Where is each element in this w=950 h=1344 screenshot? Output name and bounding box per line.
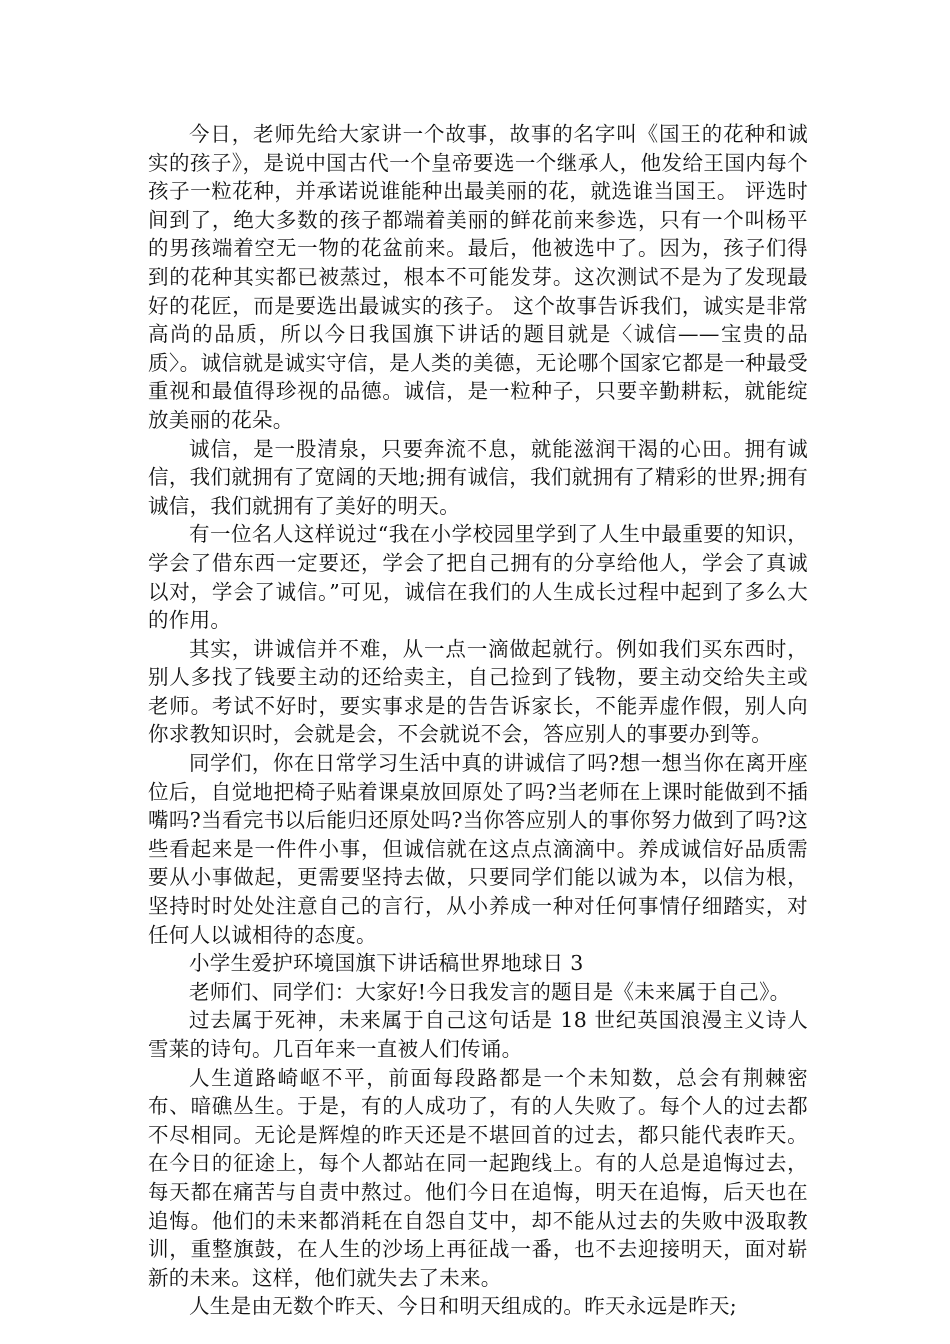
paragraph-life-road: 人生道路崎岖不平，前面每段路都是一个未知数，总会有荆棘密布、暗礁丛生。于是，有的人成功了，有的人失败了。每个人的过去都不尽相同。无论是辉煌的昨天还是不堪回首的过去，都只能代表昨天。在今日的征途上，每个人都站在同一起跑线上。有的人总是追悔过去，每天都在痛苦与自责中熬过。他们今日在追悔，明天在追悔，后天也在追悔。他们的未来都消耗在自怨自艾中，却不能从过去的失败中汲取教训，重整旗鼓，在人生的沙场上再征战一番，也不去迎接明天，面对崭新的未来。这样，他们就失去了未来。 [148,1065,808,1290]
paragraph-spring: 诚信，是一股清泉，只要奔流不息，就能滋润干渴的心田。拥有诚信，我们就拥有了宽阔的天地;拥有诚信，我们就拥有了精彩的世界;拥有诚信，我们就拥有了美好的明天。 [148,436,808,518]
paragraph-greeting: 老师们、同学们：大家好!今日我发言的题目是《未来属于自己》。 [189,979,791,1004]
section-heading: 小学生爱护环境国旗下讲话稿世界地球日 3 [189,951,584,976]
paragraph-questions: 同学们，你在日常学习生活中真的讲诚信了吗?想一想当你在离开座位后，自觉地把椅子贴着课桌放回原处了吗?当老师在上课时能做到不插嘴吗?当看完书以后能归还原处吗?当你答应别人的事你努力做到了吗?这些看起来是一件件小事，但诚信就在这点点滴滴中。养成诚信好品质需要从小事做起，更需要坚持去做，只要同学们能以诚为本，以信为根，坚持时时处处注意自己的言行，从小养成一种对任何事情仔细踏实，对任何人以诚相待的态度。 [148,751,808,947]
paragraph-quote: 有一位名人这样说过“我在小学校园里学到了人生中最重要的知识，学会了借东西一定要还，学会了把自己拥有的分享给他人，学会了真诚以对，学会了诚信。”可见，诚信在我们的人生成长过程中起到了多么大的作用。 [148,522,808,633]
paragraph-examples: 其实，讲诚信并不难，从一点一滴做起就行。例如我们买东西时，别人多找了钱要主动的还给卖主，自己捡到了钱物，要主动交给失主或老师。考试不好时，要实事求是的告告诉家长，不能弄虚作假，别人向你求教知识时，会就是会，不会就说不会，答应别人的事要办到等。 [148,636,808,747]
paragraph-life-days: 人生是由无数个昨天、今日和明天组成的。昨天永远是昨天; [189,1294,738,1319]
paragraph-story: 今日，老师先给大家讲一个故事，故事的名字叫《国王的花种和诚实的孩子》，是说中国古代一个皇帝要选一个继承人，他发给王国内每个孩子一粒花种，并承诺说谁能种出最美丽的花，就选谁当国王。 评选时间到了，绝大多数的孩子都端着美丽的鲜花前来参选，只有一个叫杨平的男孩端着空无一物的花盆前来。最后，他被选中了。因为，孩子们得到的花种其实都已被蒸过，根本不可能发芽。这次测试不是为了发现最好的花匠，而是要选出最诚实的孩子。 这个故事告诉我们，诚实是非常高尚的品质，所以今日我国旗下讲话的题目就是〈诚信——宝贵的品质〉。诚信就是诚实守信，是人类的美德，无论哪个国家它都是一种最受重视和最值得珍视的品德。诚信，是一粒种子，只要辛勤耕耘，就能绽放美丽的花朵。 [148,122,808,432]
document-page [148,120,808,1321]
paragraph-shelley: 过去属于死神，未来属于自己这句话是 18 世纪英国浪漫主义诗人雪莱的诗句。几百年来一直被人们传诵。 [148,1008,808,1061]
